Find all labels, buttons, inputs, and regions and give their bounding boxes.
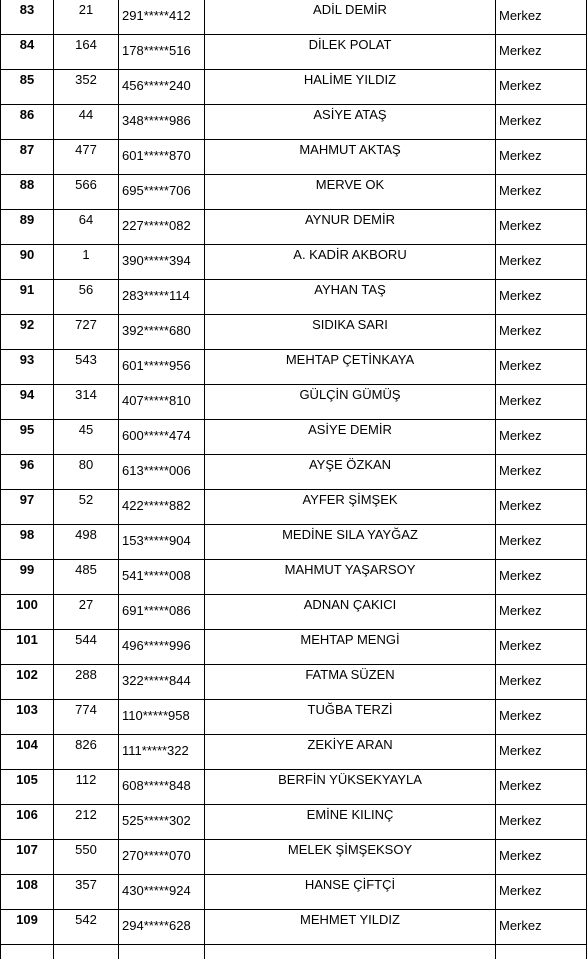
- id-number-cell: 456*****240: [119, 70, 205, 105]
- unit-cell: Merkez: [496, 420, 587, 455]
- name-cell: MEHMET YILDIZ: [205, 910, 496, 945]
- table-row: [1, 665, 587, 700]
- table-row: [1, 875, 587, 910]
- count-cell: 288: [54, 665, 119, 700]
- table-row: [1, 70, 587, 105]
- id-number-cell: 422*****882: [119, 490, 205, 525]
- count-cell: 27: [54, 595, 119, 630]
- row-number: 100: [1, 595, 54, 630]
- unit-cell: Merkez: [496, 595, 587, 630]
- id-number-cell-empty: [119, 945, 205, 959]
- name-cell: DİLEK POLAT: [205, 35, 496, 70]
- table-row: [1, 105, 587, 140]
- row-number: 83: [1, 0, 54, 35]
- count-cell: 544: [54, 630, 119, 665]
- unit-cell: Merkez: [496, 735, 587, 770]
- count-cell: 774: [54, 700, 119, 735]
- row-number: 94: [1, 385, 54, 420]
- count-cell-empty: [54, 945, 119, 959]
- table-row: [1, 140, 587, 175]
- name-cell: HANSE ÇİFTÇİ: [205, 875, 496, 910]
- count-cell: 727: [54, 315, 119, 350]
- unit-cell: Merkez: [496, 70, 587, 105]
- name-cell: MELEK ŞİMŞEKSOY: [205, 840, 496, 875]
- id-number-cell: 407*****810: [119, 385, 205, 420]
- unit-cell: Merkez: [496, 0, 587, 35]
- name-cell: ZEKİYE ARAN: [205, 735, 496, 770]
- row-number: 97: [1, 490, 54, 525]
- id-number-cell: 496*****996: [119, 630, 205, 665]
- count-cell: 542: [54, 910, 119, 945]
- table-row: [1, 735, 587, 770]
- count-cell: 550: [54, 840, 119, 875]
- id-number-cell: 608*****848: [119, 770, 205, 805]
- id-number-cell: 110*****958: [119, 700, 205, 735]
- count-cell: 164: [54, 35, 119, 70]
- count-cell: 566: [54, 175, 119, 210]
- name-cell: ASİYE DEMİR: [205, 420, 496, 455]
- id-number-cell: 283*****114: [119, 280, 205, 315]
- name-cell: MEHTAP MENGİ: [205, 630, 496, 665]
- row-number: 106: [1, 805, 54, 840]
- row-number: 98: [1, 525, 54, 560]
- count-cell: 56: [54, 280, 119, 315]
- count-cell: 21: [54, 0, 119, 35]
- name-cell: MERVE OK: [205, 175, 496, 210]
- row-number: 91: [1, 280, 54, 315]
- count-cell: 45: [54, 420, 119, 455]
- name-cell: MAHMUT YAŞARSOY: [205, 560, 496, 595]
- unit-cell: Merkez: [496, 910, 587, 945]
- count-cell: 212: [54, 805, 119, 840]
- unit-cell: Merkez: [496, 665, 587, 700]
- row-number: 109: [1, 910, 54, 945]
- table-row: [1, 910, 587, 945]
- count-cell: 485: [54, 560, 119, 595]
- table-row: [1, 175, 587, 210]
- name-cell: MAHMUT AKTAŞ: [205, 140, 496, 175]
- count-cell: 80: [54, 455, 119, 490]
- count-cell: 64: [54, 210, 119, 245]
- count-cell: 1: [54, 245, 119, 280]
- id-number-cell: 322*****844: [119, 665, 205, 700]
- name-cell: ADİL DEMİR: [205, 0, 496, 35]
- table-row: [1, 630, 587, 665]
- table-row: [1, 350, 587, 385]
- unit-cell: Merkez: [496, 805, 587, 840]
- name-cell: ASİYE ATAŞ: [205, 105, 496, 140]
- name-cell: ADNAN ÇAKICI: [205, 595, 496, 630]
- unit-cell: Merkez: [496, 35, 587, 70]
- count-cell: 52: [54, 490, 119, 525]
- name-cell-empty: [205, 945, 496, 959]
- count-cell: 498: [54, 525, 119, 560]
- name-cell: EMİNE KILINÇ: [205, 805, 496, 840]
- unit-cell: Merkez: [496, 490, 587, 525]
- name-cell: GÜLÇİN GÜMÜŞ: [205, 385, 496, 420]
- unit-cell: Merkez: [496, 315, 587, 350]
- count-cell: 543: [54, 350, 119, 385]
- id-number-cell: 695*****706: [119, 175, 205, 210]
- count-cell: 352: [54, 70, 119, 105]
- unit-cell: Merkez: [496, 385, 587, 420]
- id-number-cell: 227*****082: [119, 210, 205, 245]
- id-number-cell: 613*****006: [119, 455, 205, 490]
- row-number: 103: [1, 700, 54, 735]
- row-number: 95: [1, 420, 54, 455]
- name-cell: MEDİNE SILA YAYĞAZ: [205, 525, 496, 560]
- unit-cell: Merkez: [496, 560, 587, 595]
- unit-cell: Merkez: [496, 140, 587, 175]
- id-number-cell: 601*****956: [119, 350, 205, 385]
- table-row: [1, 455, 587, 490]
- row-number: 87: [1, 140, 54, 175]
- name-cell: A. KADİR AKBORU: [205, 245, 496, 280]
- id-number-cell: 601*****870: [119, 140, 205, 175]
- id-number-cell: 178*****516: [119, 35, 205, 70]
- table-body: [1, 0, 587, 959]
- table-row: [1, 805, 587, 840]
- unit-cell-empty: [496, 945, 587, 959]
- id-number-cell: 525*****302: [119, 805, 205, 840]
- id-number-cell: 430*****924: [119, 875, 205, 910]
- id-number-cell: 691*****086: [119, 595, 205, 630]
- row-number: 89: [1, 210, 54, 245]
- name-cell: AYFER ŞİMŞEK: [205, 490, 496, 525]
- id-number-cell: 541*****008: [119, 560, 205, 595]
- row-number: 85: [1, 70, 54, 105]
- row-number: 99: [1, 560, 54, 595]
- row-number-empty: [1, 945, 54, 959]
- row-number: 105: [1, 770, 54, 805]
- row-number: 84: [1, 35, 54, 70]
- name-cell: TUĞBA TERZİ: [205, 700, 496, 735]
- table-row: [1, 0, 587, 35]
- unit-cell: Merkez: [496, 105, 587, 140]
- unit-cell: Merkez: [496, 455, 587, 490]
- row-number: 92: [1, 315, 54, 350]
- unit-cell: Merkez: [496, 700, 587, 735]
- table-row: [1, 315, 587, 350]
- unit-cell: Merkez: [496, 245, 587, 280]
- table-row: [1, 840, 587, 875]
- row-number: 102: [1, 665, 54, 700]
- name-cell: FATMA SÜZEN: [205, 665, 496, 700]
- unit-cell: Merkez: [496, 525, 587, 560]
- id-number-cell: 291*****412: [119, 0, 205, 35]
- table-row: [1, 385, 587, 420]
- table-row: [1, 245, 587, 280]
- id-number-cell: 153*****904: [119, 525, 205, 560]
- id-number-cell: 270*****070: [119, 840, 205, 875]
- row-number: 104: [1, 735, 54, 770]
- row-number: 93: [1, 350, 54, 385]
- name-cell: AYŞE ÖZKAN: [205, 455, 496, 490]
- unit-cell: Merkez: [496, 175, 587, 210]
- id-number-cell: 294*****628: [119, 910, 205, 945]
- name-cell: SIDIKA SARI: [205, 315, 496, 350]
- id-number-cell: 111*****322: [119, 735, 205, 770]
- table-row: [1, 770, 587, 805]
- unit-cell: Merkez: [496, 350, 587, 385]
- count-cell: 112: [54, 770, 119, 805]
- table-row: [1, 700, 587, 735]
- id-number-cell: 600*****474: [119, 420, 205, 455]
- table-row-partial: [1, 945, 587, 959]
- name-cell: BERFİN YÜKSEKYAYLA: [205, 770, 496, 805]
- row-number: 96: [1, 455, 54, 490]
- id-number-cell: 392*****680: [119, 315, 205, 350]
- name-cell: AYHAN TAŞ: [205, 280, 496, 315]
- unit-cell: Merkez: [496, 630, 587, 665]
- unit-cell: Merkez: [496, 280, 587, 315]
- id-number-cell: 390*****394: [119, 245, 205, 280]
- count-cell: 44: [54, 105, 119, 140]
- table-row: [1, 35, 587, 70]
- row-number: 90: [1, 245, 54, 280]
- table-row: [1, 560, 587, 595]
- row-number: 88: [1, 175, 54, 210]
- name-cell: HALİME YILDIZ: [205, 70, 496, 105]
- unit-cell: Merkez: [496, 875, 587, 910]
- table-row: [1, 210, 587, 245]
- unit-cell: Merkez: [496, 840, 587, 875]
- row-number: 108: [1, 875, 54, 910]
- table-row: [1, 420, 587, 455]
- table-row: [1, 595, 587, 630]
- row-number: 86: [1, 105, 54, 140]
- row-number: 107: [1, 840, 54, 875]
- table-row: [1, 525, 587, 560]
- table-row: [1, 280, 587, 315]
- count-cell: 357: [54, 875, 119, 910]
- unit-cell: Merkez: [496, 210, 587, 245]
- row-number: 101: [1, 630, 54, 665]
- count-cell: 314: [54, 385, 119, 420]
- id-number-cell: 348*****986: [119, 105, 205, 140]
- count-cell: 477: [54, 140, 119, 175]
- table-row: [1, 490, 587, 525]
- name-cell: AYNUR DEMİR: [205, 210, 496, 245]
- unit-cell: Merkez: [496, 770, 587, 805]
- name-cell: MEHTAP ÇETİNKAYA: [205, 350, 496, 385]
- count-cell: 826: [54, 735, 119, 770]
